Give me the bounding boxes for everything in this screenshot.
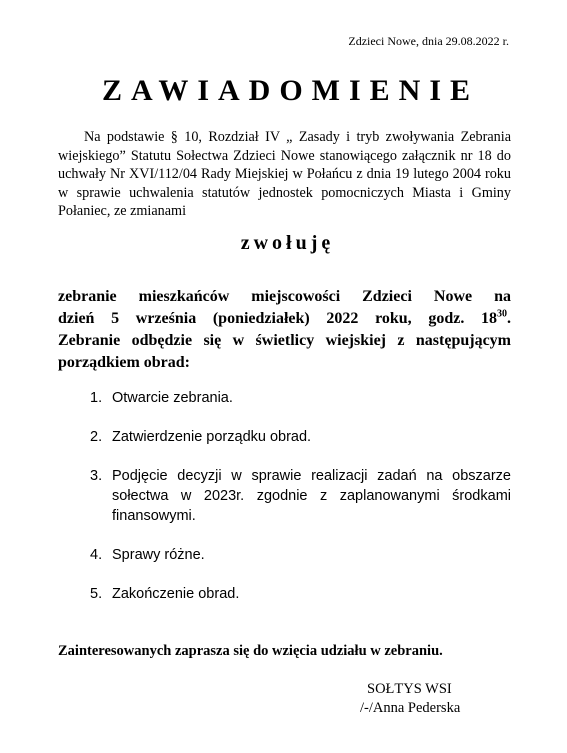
meeting-time-minutes: 30 [497,308,507,320]
meeting-announcement [58,286,511,374]
meeting-line-2-end: . [507,310,511,327]
meeting-line-1: zebranie mieszkańców miejscowości Zdzieci Nowe na [58,288,511,305]
signatory-name: /-/Anna Pederska [360,700,461,716]
agenda-item-text [112,466,511,526]
meeting-line-4: porządkiem obrad: [58,354,190,371]
signature-block [360,680,460,718]
agenda-item-number: 4. [90,547,103,563]
agenda-item [90,545,511,565]
agenda-item [90,584,511,604]
agenda-item-number: 1. [90,390,103,406]
convene-verb: zwołuję [240,232,335,254]
meeting-date-time: dzień 5 września (poniedziałek) 2022 roku, godz. 18 [58,310,497,327]
agenda-item-text: Sprawy różne. [112,547,205,563]
agenda-item-text: Otwarcie zebrania. [112,390,233,406]
invitation-line: Zainteresowanych zaprasza się do wzięcia udziału w zebraniu. [58,643,443,659]
agenda-item [90,427,511,447]
legal-basis-paragraph: Na podstawie § 10, Rozdział IV „ Zasady i tryb zwoływania Zebrania wiejskiego” Statutu Sołectwa Zdzieci Nowe stanowiącego załącznik nr 18 do uchwały Nr XVI/112/04 Rady Miejskiej w Połańcu z dnia 19 lutego 2004 roku w sprawie uchwalenia statutów jednostek pomocniczych Miasta i Gminy Połaniec, ze zmianami [58,129,511,219]
document-title: ZAWIADOMIENIE [101,74,480,107]
agenda-item-text-line: sołectwa w 2023r. zgodnie z zaplanowanymi środkami [112,488,511,504]
agenda-item-number: 3. [90,468,103,484]
agenda-item-number: 2. [90,429,103,445]
agenda-item-number: 5. [90,586,103,602]
date-line: Zdzieci Nowe, dnia 29.08.2022 r. [348,34,509,48]
meeting-line-3: Zebranie odbędzie się w świetlicy wiejskiej z następującym [58,332,511,349]
agenda-item [90,388,511,408]
agenda-item-text: Zatwierdzenie porządku obrad. [112,429,312,445]
agenda-item [90,466,511,526]
agenda-item-text: Zakończenie obrad. [112,586,240,602]
agenda-item-text-line: finansowymi. [112,508,196,524]
signatory-role: SOŁTYS WSI [367,681,452,697]
agenda-item-text-line: Podjęcie decyzji w sprawie realizacji zadań na obszarze [112,468,511,484]
meeting-line-2 [58,308,511,330]
